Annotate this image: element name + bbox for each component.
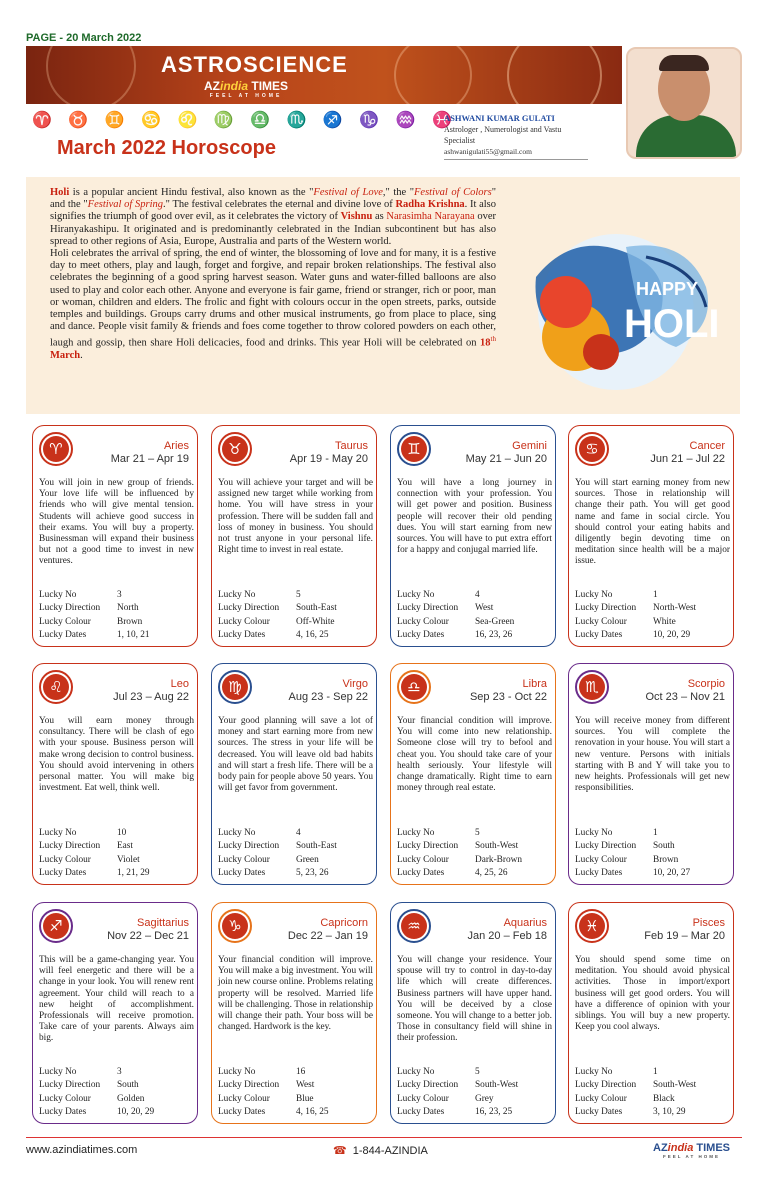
zodiac-icon: ♊ <box>104 112 125 129</box>
sign-card-scorpio <box>568 663 734 885</box>
holi-happy-text: HAPPY <box>636 279 699 299</box>
lucky-number: 4 <box>296 828 301 838</box>
sign-name: Scorpio <box>687 678 725 690</box>
lucky-info: Lucky No 5 Lucky Direction South-West Lucky Colour Dark-Brown Lucky Dates 4, 25, 26 <box>397 827 552 881</box>
lucky-dates: 5, 23, 26 <box>296 868 329 879</box>
sign-name: Capricorn <box>320 917 368 929</box>
sign-card-leo <box>32 663 198 885</box>
lucky-dates: 1, 21, 29 <box>117 868 150 879</box>
sign-name: Pisces <box>692 917 725 929</box>
sign-prediction: You should spend some time on meditation. You should avoid physical activities. Those in import/export business will get good orders. You will have a difference of opinion with your siblings. You will buy a new property. Keep you cool always. <box>575 955 730 1033</box>
sign-dates: Apr 19 - May 20 <box>289 453 368 465</box>
sign-name: Leo <box>170 678 189 690</box>
sign-icon: ♒ <box>397 909 431 943</box>
zodiac-icon: ♉ <box>68 112 89 129</box>
happy-holi-illustration <box>506 217 736 392</box>
lucky-dates: 1, 10, 21 <box>117 630 150 641</box>
lucky-info: Lucky No 1 Lucky Direction South Lucky Colour Brown Lucky Dates 10, 20, 27 <box>575 827 730 881</box>
lucky-colour: Brown <box>117 616 143 627</box>
lucky-direction: South-East <box>296 603 337 614</box>
sign-card-virgo <box>211 663 377 885</box>
lucky-direction: North-West <box>653 603 697 614</box>
lucky-direction: South-East <box>296 841 337 852</box>
zodiac-icon: ♐ <box>322 112 343 129</box>
sign-card-sagittarius <box>32 902 198 1124</box>
lucky-info: Lucky No 10 Lucky Direction East Lucky Colour Violet Lucky Dates 1, 21, 29 <box>39 827 194 881</box>
lucky-colour: Brown <box>653 854 679 865</box>
sign-dates: Sep 23 - Oct 22 <box>469 691 547 703</box>
zodiac-icon: ♎ <box>250 112 271 129</box>
sign-dates: Jun 21 – Jul 22 <box>650 453 725 465</box>
lucky-colour: Violet <box>117 854 140 865</box>
lucky-number: 10 <box>117 828 127 838</box>
sign-prediction: Your financial condition will improve. You will make a big investment. You will join new course online. Problems relating property will be resolved. Married life will be challenging. Those in relationship will change their path. Your boss will be changed. Hardwork is the key. <box>218 955 373 1033</box>
lucky-dates: 4, 16, 25 <box>296 630 329 641</box>
sign-card-taurus <box>211 425 377 647</box>
lucky-number: 5 <box>296 590 301 600</box>
holi-intro <box>26 177 740 414</box>
lucky-direction: West <box>475 603 494 614</box>
sign-prediction: This will be a game-changing year. You will feel energetic and there will be a change in your look. You will renew rent agreement. Your child will reach to a new height of accomplishment. Professionals will receive promotion. Take care of your parents. Always aim big. <box>39 955 194 1044</box>
zodiac-icon: ♈ <box>32 112 52 129</box>
lucky-colour: Off-White <box>296 616 335 627</box>
lucky-number: 3 <box>117 590 122 600</box>
sign-icon: ♓ <box>575 909 609 943</box>
lucky-colour: Grey <box>475 1093 494 1104</box>
sign-icon: ♎ <box>397 670 431 704</box>
sign-icon: ♌ <box>39 670 73 704</box>
phone-icon: ☎ <box>333 1145 347 1157</box>
footer-website[interactable]: www.azindiatimes.com <box>26 1144 138 1156</box>
lucky-dates: 10, 20, 29 <box>653 630 691 641</box>
sign-icon: ♊ <box>397 432 431 466</box>
author-photo <box>626 47 742 159</box>
lucky-direction: North <box>117 603 139 614</box>
sign-dates: Feb 19 – Mar 20 <box>644 930 725 942</box>
zodiac-symbol-row <box>32 110 452 130</box>
zodiac-icon: ♒ <box>395 112 416 129</box>
lucky-colour: Green <box>296 854 319 865</box>
lucky-colour: Blue <box>296 1093 314 1104</box>
sign-prediction: You will join in new group of friends. Your love life will be influenced by friends who will give mental tension. Students will achieve good success in their exams. You will buy a property. Businessman will expand their business but not a good time to invest in new ventures. <box>39 478 194 567</box>
lucky-number: 4 <box>475 590 480 600</box>
lucky-info: Lucky No 4 Lucky Direction South-East Lucky Colour Green Lucky Dates 5, 23, 26 <box>218 827 373 881</box>
sign-name: Libra <box>522 678 547 690</box>
sign-dates: Nov 22 – Dec 21 <box>107 930 189 942</box>
lucky-info: Lucky No 1 Lucky Direction North-West Lucky Colour White Lucky Dates 10, 20, 29 <box>575 589 730 643</box>
horoscope-title: March 2022 Horoscope <box>57 137 276 159</box>
sign-dates: Aug 23 - Sep 22 <box>288 691 368 703</box>
lucky-number: 1 <box>653 1067 658 1077</box>
sign-card-gemini <box>390 425 556 647</box>
author-email[interactable]: ashwanigulati55@gmail.com <box>444 147 532 156</box>
sign-card-libra <box>390 663 556 885</box>
footer-logo: AZindia TIMES FEEL AT HOME <box>653 1142 731 1159</box>
sign-prediction: You will have a long journey in connection with your profession. You will get power and position. Business people will recover their old pending dues. You will start earning from new sources. You will have to put extra effort for a happy and conjugal married life. <box>397 478 552 556</box>
lucky-number: 1 <box>653 590 658 600</box>
lucky-info: Lucky No 3 Lucky Direction North Lucky Colour Brown Lucky Dates 1, 10, 21 <box>39 589 194 643</box>
lucky-colour: Black <box>653 1093 675 1104</box>
lucky-colour: White <box>653 616 676 627</box>
sign-dates: Jan 20 – Feb 18 <box>467 930 547 942</box>
sign-name: Aquarius <box>503 917 547 929</box>
lucky-dates: 10, 20, 27 <box>653 868 691 879</box>
lucky-info: Lucky No 4 Lucky Direction West Lucky Colour Sea-Green Lucky Dates 16, 23, 26 <box>397 589 552 643</box>
sign-prediction: You will change your residence. Your spouse will try to control in day-to-day life which will create differences. Business partners will have upper hand. You will be deceived by a close someone. You will change to a better job. Those in consultancy field will shine in their profession. <box>397 955 552 1044</box>
lucky-number: 5 <box>475 828 480 838</box>
sign-name: Sagittarius <box>137 917 189 929</box>
lucky-info: Lucky No 1 Lucky Direction South-West Lucky Colour Black Lucky Dates 3, 10, 29 <box>575 1066 730 1120</box>
sign-icon: ♋ <box>575 432 609 466</box>
banner-title: ASTROSCIENCE <box>161 52 348 77</box>
sign-dates: Oct 23 – Nov 21 <box>645 691 725 703</box>
lucky-number: 1 <box>653 828 658 838</box>
sign-name: Gemini <box>512 440 547 452</box>
lucky-direction: South <box>653 841 675 852</box>
lucky-dates: 4, 25, 26 <box>475 868 508 879</box>
sign-icon: ♑ <box>218 909 252 943</box>
lucky-direction: South <box>117 1080 139 1091</box>
intro-text: Holi is a popular ancient Hindu festival, also known as the "Festival of Love," the "Festival of Colors" and the "Festival of Spring." The festival celebrates the eternal and divine love of Radha Krishna. It also signifies the triumph of good over evil, as it celebrates the victory of Vishnu as Narasimha Narayana over Hiranyakashipu. It originated and is predominantly celebrated in the Indian subcontinent but has also spread to other regions of Asia, Europe, Australia and parts of the Western world. Holi celebrates the arrival of spring, the end of winter, the blossoming of love and for many, it is a festive day to meet others, play and laugh, forget and forgive, and repair broken relationships. The festival also celebrates the beginning of a good spring harvest season. Water guns and water-filled balloons are also used to play and color each other. Anyone and everyone is fair game, friend or stranger, rich or poor, man or woman, children and elders. The frolic and fight with colours occur in the open streets, parks, outside temples and buildings. Groups carry drums and other musical instruments, go from place to place, sing and dance. People visit family & friends and foes come together to throw colored powders on each other, laugh and gossip, then share Holi delicacies, food and drinks. This year Holi will be celebrated on 18th March. <box>50 187 496 362</box>
sign-card-pisces <box>568 902 734 1124</box>
sign-card-capricorn <box>211 902 377 1124</box>
footer-phone: ☎ 1-844-AZINDIA <box>333 1145 428 1157</box>
holi-word-text: HOLI <box>624 302 720 346</box>
sign-prediction: Your financial condition will improve. You will come into new relationship. Someone close will try to befool and cheat you. You should take care of your health seriously. Your lifestyle will change dramatically. Right time to earn money through real estate. <box>397 716 552 794</box>
author-name: ASHWANI KUMAR GULATI <box>444 113 555 123</box>
sign-icon: ♐ <box>39 909 73 943</box>
lucky-colour: Dark-Brown <box>475 854 522 865</box>
zodiac-icon: ♌ <box>177 112 198 129</box>
lucky-info: Lucky No 5 Lucky Direction South-West Lucky Colour Grey Lucky Dates 16, 23, 25 <box>397 1066 552 1120</box>
sign-prediction: You will receive money from different sources. You will complete the renovation in your house. You will start a new venture. Persons with initials starting with B and Y will take you to new heights. Professionals will get new responsibilities. <box>575 716 730 794</box>
sign-name: Aries <box>163 440 189 452</box>
zodiac-icon: ♏ <box>286 112 307 129</box>
zodiac-icon: ♋ <box>141 112 161 129</box>
sign-dates: Mar 21 – Apr 19 <box>110 453 189 465</box>
sign-dates: May 21 – Jun 20 <box>465 453 547 465</box>
lucky-number: 16 <box>296 1067 306 1077</box>
zodiac-icon: ♑ <box>359 112 380 129</box>
lucky-info: Lucky No 16 Lucky Direction West Lucky Colour Blue Lucky Dates 4, 16, 25 <box>218 1066 373 1120</box>
sign-name: Virgo <box>342 678 368 690</box>
page-label: PAGE - 20 March 2022 <box>26 32 142 44</box>
lucky-dates: 16, 23, 25 <box>475 1107 513 1118</box>
lucky-dates: 16, 23, 26 <box>475 630 513 641</box>
lucky-direction: West <box>296 1080 315 1091</box>
sign-icon: ♉ <box>218 432 252 466</box>
sign-icon: ♈ <box>39 432 73 466</box>
author-role: Astrologer , Numerologist and Vastu Specialist <box>444 125 562 145</box>
sign-card-aries <box>32 425 198 647</box>
author-block <box>444 113 588 160</box>
sign-dates: Jul 23 – Aug 22 <box>113 691 189 703</box>
sign-dates: Dec 22 – Jan 19 <box>287 930 368 942</box>
lucky-direction: East <box>117 841 134 852</box>
lucky-dates: 4, 16, 25 <box>296 1107 329 1118</box>
zodiac-icon: ♓ <box>431 112 452 129</box>
sign-icon: ♏ <box>575 670 609 704</box>
banner-logo: AZindia TIMES FEEL AT HOME <box>204 79 289 99</box>
lucky-number: 3 <box>117 1067 122 1077</box>
lucky-info: Lucky No 3 Lucky Direction South Lucky Colour Golden Lucky Dates 10, 20, 29 <box>39 1066 194 1120</box>
lucky-dates: 3, 10, 29 <box>653 1107 686 1118</box>
astroscience-banner <box>26 46 622 104</box>
lucky-number: 5 <box>475 1067 480 1077</box>
sign-name: Taurus <box>334 440 368 452</box>
sign-prediction: You will earn money through consultancy. There will be clash of ego with your spouse. Business person will make wrong decision to control business. You should avoid intervening in others personal matter. You will make big investment. Eat well, think well. <box>39 716 194 794</box>
lucky-dates: 10, 20, 29 <box>117 1107 155 1118</box>
sign-prediction: Your good planning will save a lot of money and start earning more from new sources. The stress in your life will be decreased. You will leave old bad habits and will start a fresh life. There will be a body pain for people above 50 years. You will get favor from government. <box>218 716 373 794</box>
lucky-info: Lucky No 5 Lucky Direction South-East Lucky Colour Off-White Lucky Dates 4, 16, 25 <box>218 589 373 643</box>
sign-name: Cancer <box>689 440 725 452</box>
lucky-direction: South-West <box>475 841 519 852</box>
sign-prediction: You will achieve your target and will be assigned new target while working from home. You will have stress in your profession. There will be sudden fall and loss of money in business. You should not trust anyone in your personal life. Right time to invest in real estate. <box>218 478 373 556</box>
footer-divider <box>26 1137 742 1138</box>
zodiac-icon: ♍ <box>213 112 234 129</box>
sign-card-aquarius <box>390 902 556 1124</box>
sign-card-cancer <box>568 425 734 647</box>
lucky-colour: Sea-Green <box>475 616 515 627</box>
sign-prediction: You will start earning money from new sources. Those in relationship will change their path. You will get good name and fame in social circle. You should control your eating habits and diligently begin devoting time on meditation since health will be a major issue. <box>575 478 730 567</box>
lucky-colour: Golden <box>117 1093 145 1104</box>
lucky-direction: South-West <box>653 1080 697 1091</box>
sign-icon: ♍ <box>218 670 252 704</box>
lucky-direction: South-West <box>475 1080 519 1091</box>
